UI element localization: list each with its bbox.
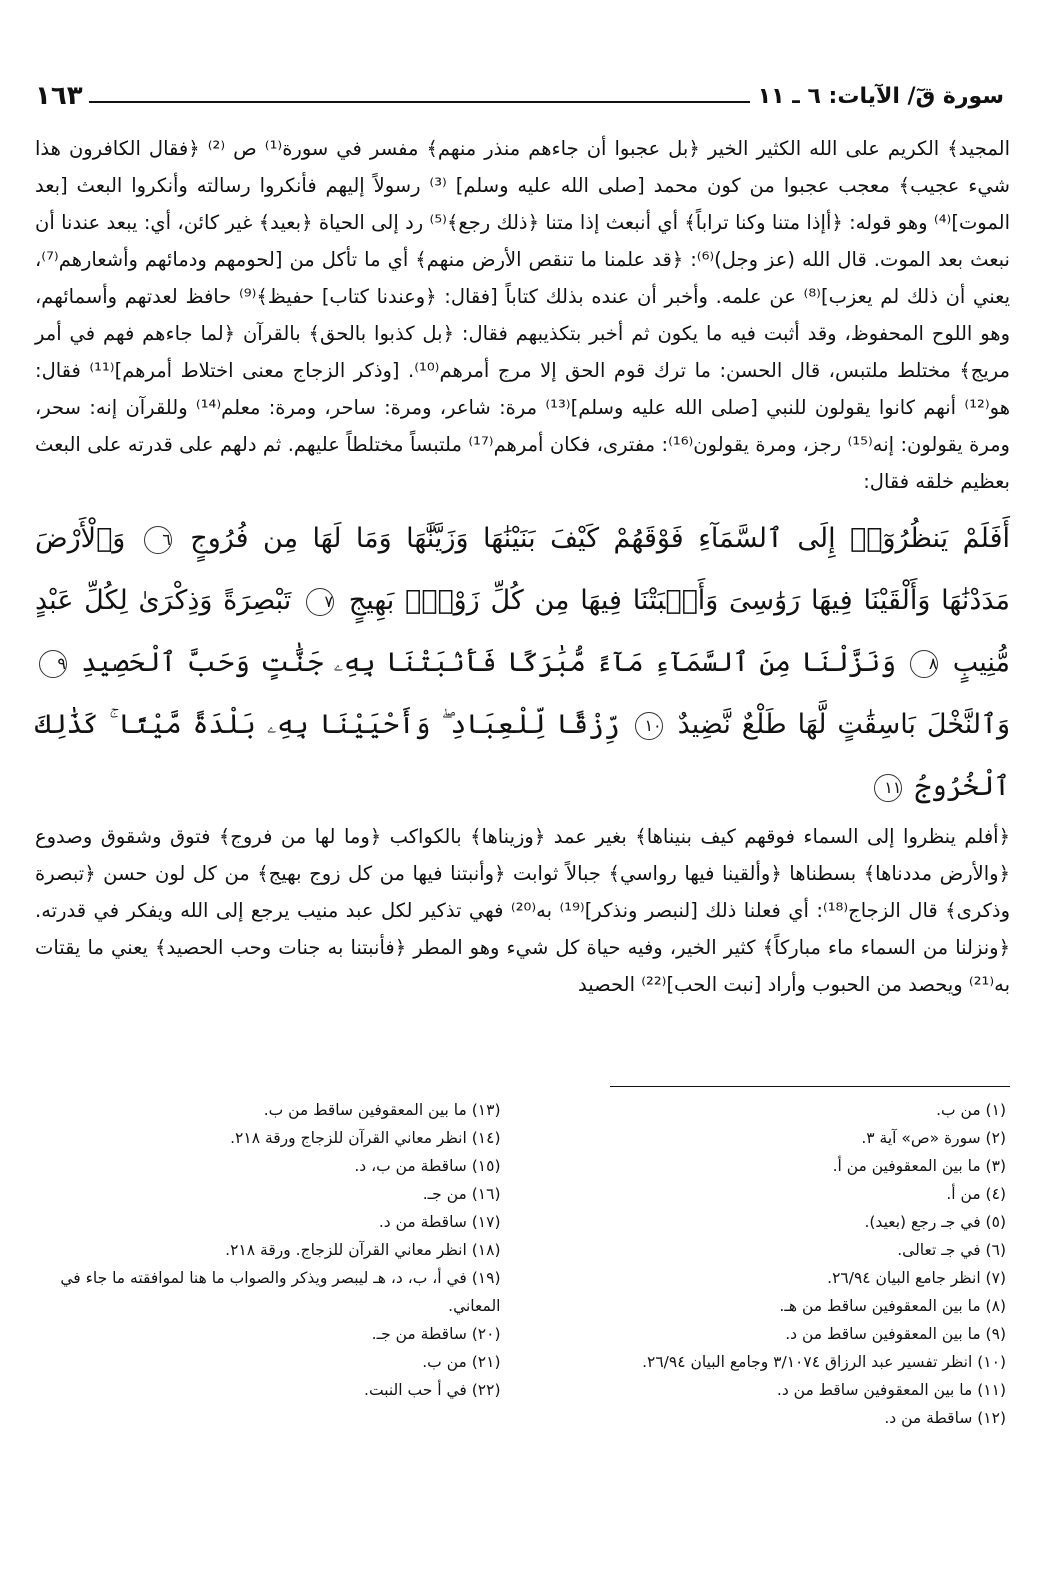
main-text <box>35 130 1010 1003</box>
footnotes-right-column <box>541 1096 1011 1432</box>
footnote: (١٠) انظر تفسير عبد الرزاق ٣/١٠٧٤ وجامع البيان ٢٦/٩٤. <box>642 1353 1006 1371</box>
page-header <box>35 78 1004 114</box>
quran-segment: وَنَزَّلْنَا مِنَ ٱلسَّمَآءِ مَآءً مُّبَٰرَكًا فَأَنۢبَتْنَا بِهِۦ جَنَّٰتٍ وَحَبَّ ٱلْحَصِيدِ <box>81 647 897 678</box>
quran-segment: أَفَلَمْ يَنظُرُوٓا۟ إِلَى ٱلسَّمَآءِ فَوْقَهُمْ كَيْفَ بَنَيْنَٰهَا وَزَيَّنَّٰهَا وَمَا لَهَا مِن فُرُوجٍ <box>190 523 1010 554</box>
footnote: (١١) ما بين المعقوفين ساقط من د. <box>776 1381 1006 1399</box>
header-rule <box>89 101 750 103</box>
quran-segment: تَبْصِرَةً وَذِكْرَىٰ لِكُلِّ عَبْدٍ مُّنِيبٍ <box>35 585 1010 678</box>
footnote: (٢١) من ب. <box>422 1353 501 1371</box>
ayah-number-marker: ١١ <box>874 774 902 802</box>
footnote: (٢) سورة «ص» آية ٣. <box>861 1129 1006 1147</box>
footnote: (٢٠) ساقطة من جـ. <box>371 1325 501 1343</box>
quran-verses <box>35 508 1010 818</box>
footnote: (٦) في جـ تعالى. <box>897 1241 1006 1259</box>
commentary-paragraph-1: المجيد﴾ الكريم على الله الكثير الخير ﴿بل عجبوا أن جاءهم منذر منهم﴾ مفسر في سورة⁽¹⁾ ص ⁽²⁾ ﴿فقال الكافرون هذا شيء عجيب﴾ معجب عجبوا من كون محمد [صلى الله عليه وسلم] ⁽³⁾ رسولاً إليهم فأنكروا رسالته وأنكروا البعث [بعد الموت]⁽⁴⁾ وهو قوله: ﴿أإذا متنا وكنا تراباً﴾ أي أنبعث إذا متنا ﴿ذلك رجع﴾⁽⁵⁾ رد إلى الحياة ﴿بعيد﴾ غير كائن، أي: يبعد عندنا أن نبعث بعد الموت. قال الله (عز وجل)⁽⁶⁾: ﴿قد علمنا ما تنقص الأرض منهم﴾ أي ما تأكل من [لحومهم ودمائهم وأشعارهم⁽⁷⁾، يعني أن ذلك لم يعزب]⁽⁸⁾ عن علمه. وأخبر أن عنده بذلك كتاباً [فقال: ﴿وعندنا كتاب] حفيظ﴾⁽⁹⁾ حافظ لعدتهم وأسمائهم، وهو اللوح المحفوظ، وقد أثبت فيه ما يكون ثم أخبر بتكذيبهم فقال: ﴿بل كذبوا بالحق﴾ بالقرآن ﴿لما جاءهم فهم في أمر مريج﴾ مختلط ملتبس، قال الحسن: ما ترك قوم الحق إلا مرج أمرهم⁽¹⁰⁾. [وذكر الزجاج معنى اختلاط أمرهم]⁽¹¹⁾ فقال: هو⁽¹²⁾ أنهم كانوا يقولون للنبي [صلى الله عليه وسلم]⁽¹³⁾ مرة: شاعر، ومرة: ساحر، ومرة: معلم⁽¹⁴⁾ وللقرآن إنه: سحر، ومرة يقولون: إنه⁽¹⁵⁾ رجز، ومرة يقولون⁽¹⁶⁾: مفترى، فكان أمرهم⁽¹⁷⁾ ملتبساً مختلطاً عليهم. ثم دلهم على قدرته على البعث بعظيم خلقه فقال: <box>35 137 1011 493</box>
footnotes <box>35 1096 1010 1432</box>
commentary-paragraph-2: ﴿أفلم ينظروا إلى السماء فوقهم كيف بنيناها﴾ بغير عمد ﴿وزيناها﴾ بالكواكب ﴿وما لها من فروج﴾ فتوق وشقوق وصدوع ﴿والأرض مددناها﴾ بسطناها ﴿وألقينا فيها رواسي﴾ جبالاً ثوابت ﴿وأنبتنا فيها من كل زوج بهيج﴾ من كل لون حسن ﴿تبصرة وذكرى﴾ قال الزجاج⁽¹⁸⁾: أي فعلنا ذلك [لنبصر ونذكر]⁽¹⁹⁾ به⁽²⁰⁾ فهي تذكير لكل عبد منيب يرجع إلى الله ويفكر في قدرته. ﴿ونزلنا من السماء ماء مباركاً﴾ كثير الخير، وفيه حياة كل شيء وهو المطر ﴿فأنبتنا به جنات وحب الحصيد﴾ يعني ما يقتات به⁽²¹⁾ ويحصد من الحبوب وأراد [نبت الحب]⁽²²⁾ الحصيد <box>35 825 1010 996</box>
footnote: (١) من ب. <box>936 1101 1006 1119</box>
footnote: (١٥) ساقطة من ب، د. <box>354 1157 501 1175</box>
footnote: (١٩) في أ، ب، د، هـ ليبصر ويذكر والصواب ما هنا لموافقته ما جاء في المعاني. <box>60 1269 501 1315</box>
footnote: (١٢) ساقطة من د. <box>884 1409 1006 1427</box>
footnote: (٧) انظر جامع البيان ٢٦/٩٤. <box>827 1269 1006 1287</box>
quran-segment: وَٱلنَّخْلَ بَاسِقَٰتٍ لَّهَا طَلْعٌ نَّضِيدٌ <box>677 709 1011 740</box>
quran-segment: وَٱلْأَرْضَ مَدَدْنَٰهَا وَأَلْقَيْنَا فِيهَا رَوَٰسِىَ وَأَنۢبَتْنَا فِيهَا مِن كُلِّ زَوْجٍۭ بَهِيجٍ <box>35 523 1010 616</box>
ayah-number-marker: ١٠ <box>635 712 663 740</box>
footnote: (١٦) من جـ. <box>422 1185 501 1203</box>
running-title: سورة قٓ/ الآيات: ٦ ـ ١١ <box>757 83 1004 109</box>
footnote-separator <box>610 1086 1010 1087</box>
page-number: ١٦٣ <box>35 81 83 111</box>
footnotes-left-column <box>35 1096 541 1432</box>
ayah-number-marker: ٧ <box>306 588 334 616</box>
footnote: (٨) ما بين المعقوفين ساقط من هـ. <box>779 1297 1006 1315</box>
footnote: (٩) ما بين المعقوفين ساقط من د. <box>785 1325 1006 1343</box>
footnote: (٢٢) في أ حب النبت. <box>364 1381 501 1399</box>
footnote: (٤) من أ. <box>946 1185 1006 1203</box>
footnote: (١٤) انظر معاني القرآن للزجاج ورقة ٢١٨. <box>230 1129 501 1147</box>
footnote: (١٧) ساقطة من د. <box>378 1213 501 1231</box>
quran-segment: رِّزْقًا لِّلْعِبَادِ ۖ وَأَحْيَيْنَا بِهِۦ بَلْدَةً مَّيْتًا ۚ كَذَٰلِكَ ٱلْخُرُوجُ <box>35 709 1010 802</box>
footnote: (١٣) ما بين المعقوفين ساقط من ب. <box>263 1101 501 1119</box>
ayah-number-marker: ٨ <box>910 650 938 678</box>
ayah-number-marker: ٦ <box>144 526 172 554</box>
footnote: (١٨) انظر معاني القرآن للزجاج. ورقة ٢١٨. <box>225 1241 501 1259</box>
footnote: (٥) في جـ رجع (بعيد). <box>864 1213 1006 1231</box>
ayah-number-marker: ٩ <box>39 650 67 678</box>
footnote: (٣) ما بين المعقوفين من أ. <box>832 1157 1006 1175</box>
